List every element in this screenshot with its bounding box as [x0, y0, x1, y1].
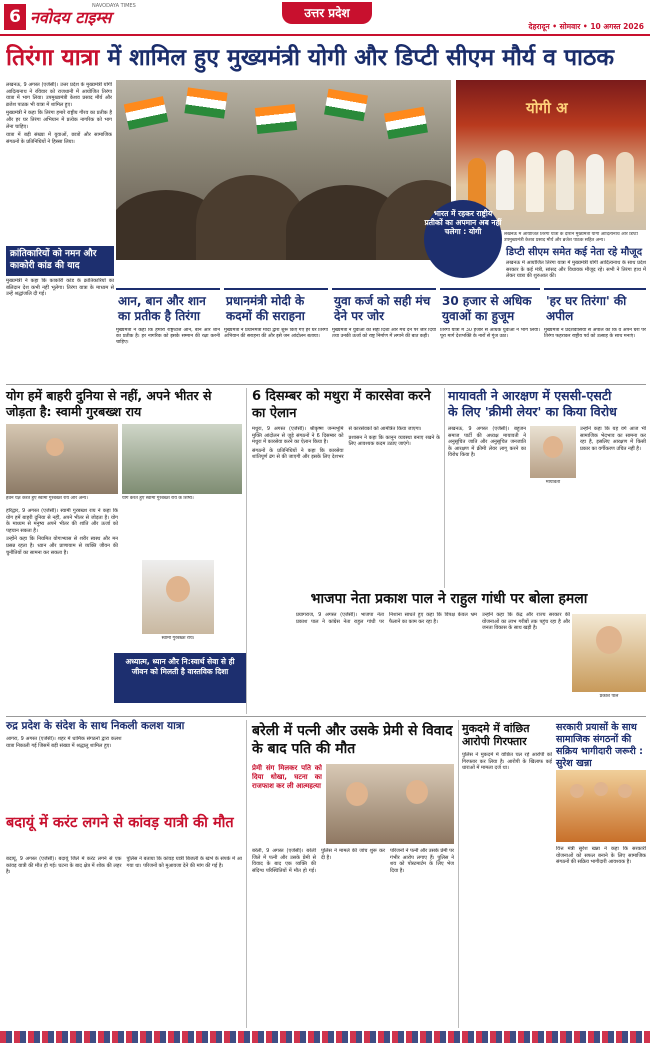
strip-head: प्रधानमंत्री मोदी के कदमों की सराहना: [224, 288, 328, 326]
govt-headline: सरकारी प्रयासों के साथ सामाजिक संगठनों की सक्रिय भागीदारी जरूरी : सुरेश खन्ना: [556, 722, 643, 769]
strip-head: आन, बान और शान का प्रतीक है तिरंगा: [116, 288, 220, 326]
strip-story: [440, 288, 540, 368]
wanted-body: पुलिस ने मुकदमे में वांछित चल रहे आरोपी को गिरफ्तार कर लिया है। आरोपी के खिलाफ कई धाराओं में मामला दर्ज था।: [462, 752, 552, 772]
mathura-paragraph: मथुरा, 9 अगस्त (एजेंसी)। श्रीकृष्ण जन्मभूमि मुक्ति आंदोलन से जुड़े संगठनों ने 6 दिसम्बर को मथुरा में कारसेवा करने का ऐलान किया है।: [252, 426, 344, 446]
kalash-body: आगरा, 9 अगस्त (एजेंसी)। शहर में धार्मिक संगठनों द्वारा कलश यात्रा निकाली गई जिसमें बड़ी संख्या में श्रद्धालु शामिल हुए।: [6, 736, 122, 749]
page-footer-band: [0, 1031, 650, 1043]
badaun-body: [6, 856, 242, 1028]
left-box-body: मुख्यमंत्री ने कहा कि काकोरी कांड के क्रांतिकारियों का बलिदान देश कभी नहीं भूलेगा। तिरंगा यात्रा के माध्यम से उन्हें श्रद्धांजलि दी गई।: [6, 278, 114, 298]
bareilly-quote: प्रेमी संग मिलकर पति को दिया धोखा, घटना का राजफाश कर ली आत्महत्या: [252, 764, 322, 790]
wanted-headline: मुकदमे में वांछित आरोपी गिरफ्तार: [462, 722, 530, 748]
bjp-body: [296, 612, 570, 712]
strip-story: [224, 288, 328, 368]
kalash-headline: रुद्र प्रदेश के संदेश के साथ निकली कलश यात्रा: [6, 720, 185, 732]
prakash-pal-caption: प्रकाश पाल: [599, 694, 619, 699]
badaun-paragraph: बदायूं, 9 अगस्त (एजेंसी)। बदायूं जिले में करंट लगने से एक कांवड़ यात्री की मौत हो गई। घटना के बाद क्षेत्र में शोक की लहर है।: [6, 856, 122, 876]
govt-body: वित्त मंत्री सुरेश खन्ना ने कहा कि सरकारी योजनाओं को सफल बनाने के लिए सामाजिक संगठनों की सक्रिय भागीदारी आवश्यक है।: [556, 846, 646, 866]
strip-head: 30 हजार से अधिक युवाओं का हुजूम: [440, 288, 540, 326]
strip-body: मुख्यमंत्री ने प्रदेशवासियों से अपील की कि वे अपने घरों पर तिरंगा फहराकर राष्ट्रीय पर्व को उत्साह के साथ मनाएं।: [544, 328, 646, 340]
mathura-headline: 6 दिसम्बर को मथुरा में कारसेवा करने का ऐलान: [252, 389, 431, 421]
lead-paragraph: यात्रा में बड़ी संख्या में युवाओं, छात्रों और सामाजिक संगठनों के प्रतिनिधियों ने हिस्सा लिया।: [6, 132, 112, 145]
section-divider: [6, 384, 646, 385]
mayawati-body-1: लखनऊ, 9 अगस्त (एजेंसी)। बहुजन समाज पार्टी की अध्यक्ष मायावती ने अनुसूचित जाति और अनुसूचित जनजाति के आरक्षण में क्रीमी लेयर लागू करने का विरोध किया है।: [448, 426, 526, 459]
bareilly-paragraph: बरेली, 9 अगस्त (एजेंसी)। बरेली जिले में पत्नी और उसके प्रेमी से विवाद के बाद एक व्यक्ति की संदिग्ध परिस्थितियों में मौत हो गई। पुलिस ने मामले की जांच शुरू कर दी है।: [252, 848, 385, 874]
badaun-paragraph: पुलिस ने बताया कि कांवड़ यात्री बिजली के खंभे के संपर्क में आ गया था। परिजनों को मुआवजा देने की मांग की गई है।: [126, 856, 242, 869]
mayawati-body-2: उन्होंने कहा कि यह वर्ग आज भी सामाजिक भेदभाव का सामना कर रहा है, इसलिए आरक्षण में किसी प्रकार का वर्गीकरण उचित नहीं है।: [580, 426, 646, 452]
strip-body: मुख्यमंत्री ने युवाओं को सही दिशा और मंच देने पर जोर दिया तथा उनकी ऊर्जा को राष्ट्र निर्माण में लगाने की बात कही।: [332, 328, 436, 340]
lead-side-body: लखनऊ में आयोजित तिरंगा यात्रा में मुख्यमंत्री योगी आदित्यनाथ के साथ प्रदेश सरकार के कई मंत्री, सांसद और विधायक मौजूद रहे। सभी ने तिरंगा हाथ में लेकर यात्रा की शुरुआत की।: [506, 260, 646, 280]
mayawati-headline-line1: मायावती ने आरक्षण में एससी-एसटी: [448, 388, 612, 403]
mayawati-headline: [448, 388, 648, 420]
bjp-headline: भाजपा नेता प्रकाश पाल ने राहुल गांधी पर बोला हमला: [310, 591, 588, 607]
strip-story: [332, 288, 436, 368]
yoga-paragraph: उन्होंने कहा कि नियमित योगाभ्यास से शरीर स्वस्थ और मन प्रसन्न रहता है। ध्यान और प्राणायाम से व्यक्ति जीवन की चुनौतियों का सामना कर सकता है।: [6, 536, 118, 556]
lead-body: [6, 82, 112, 242]
mayawati-photo: [530, 426, 576, 478]
mayawati-headline-line2: के लिए 'क्रीमी लेयर' का किया विरोध: [448, 404, 617, 419]
badaun-headline: बदायूं में करंट लगने से कांवड़ यात्री की मौत: [6, 815, 234, 831]
lead-headline: [6, 38, 644, 78]
yoga-quote-box: अध्यात्म, ध्यान और नि:स्वार्थ सेवा से ही जीवन को मिलती है वास्तविक दिशा: [114, 653, 246, 703]
yoga-photo-2: [122, 424, 242, 494]
bareilly-photo: [326, 764, 454, 844]
bareilly-body: [252, 848, 454, 1028]
bareilly-paragraph: परिजनों ने पत्नी और उसके प्रेमी पर गंभीर आरोप लगाए हैं। पुलिस ने शव को पोस्टमार्टम के लिए भेज दिया है।: [390, 848, 454, 874]
swami-portrait: [142, 560, 214, 634]
lead-paragraph: लखनऊ, 9 अगस्त (एजेंसी)। उत्तर प्रदेश के मुख्यमंत्री योगी आदित्यनाथ ने रविवार को राजधानी में आयोजित तिरंगा यात्रा में भाग लिया। उपमुख्यमंत्री केशव प्रसाद मौर्य और ब्रजेश पाठक भी यात्रा में शामिल हुए।: [6, 82, 112, 108]
lead-headline-red: तिरंगा यात्रा: [6, 45, 100, 71]
paper-tag: NAVODAYA TIMES: [92, 3, 136, 9]
masthead: [0, 0, 650, 36]
strip-story: [544, 288, 646, 368]
strip-head: 'हर घर तिरंगा' की अपील: [544, 288, 646, 326]
strip-body: तिरंगा यात्रा में 30 हजार से अधिक युवाओं ने भाग लिया। पूरा मार्ग देशभक्ति के नारों से गूंज उठा।: [440, 328, 540, 340]
strip-head: युवा कर्ज को सही मंच देने पर जोर: [332, 288, 436, 326]
lead-headline-blue: में शामिल हुए मुख्यमंत्री योगी और डिप्टी सीएम मौर्य व पाठक: [107, 45, 614, 71]
mathura-paragraph: प्रशासन ने कहा कि कानून व्यवस्था बनाए रखने के लिए आवश्यक कदम उठाए जाएंगे।: [348, 434, 440, 448]
yoga-headline: योग हमें बाहरी दुनिया से नहीं, अपने भीतर से जोड़ता है: स्वामी गुरबख्श राय: [6, 388, 212, 419]
dateline: देहरादून • सोमवार • 10 अगस्त 2026: [528, 22, 644, 31]
yoga-caption-2: योग करते हुए स्वामी गुरबख्श राय के शिष्य।: [122, 496, 194, 501]
paper-logo: नवोदय टाइम्स: [30, 8, 112, 27]
bjp-paragraph: उन्होंने कहा कि केंद्र और राज्य सरकार की योजनाओं का लाभ गरीबों तक पहुंच रहा है और जनता विकास के साथ खड़ी है।: [482, 612, 570, 632]
bjp-paragraph: प्रयागराज, 9 अगस्त (एजेंसी)। भाजपा नेता प्रकाश पाल ने कांग्रेस नेता राहुल गांधी पर निशाना साधते हुए कहा कि विपक्ष केवल भ्रम फैलाने का काम कर रहा है।: [296, 612, 477, 625]
yoga-photo-1: [6, 424, 118, 494]
lead-paragraph: मुख्यमंत्री ने कहा कि तिरंगा हमारे राष्ट्रीय गौरव का प्रतीक है और हर घर तिरंगा अभियान में प्रत्येक नागरिक को भाग लेना चाहिए।: [6, 110, 112, 130]
mayawati-caption: मायावती: [545, 480, 561, 485]
stage-banner: योगी अ: [526, 99, 568, 117]
lead-side-head: डिप्टी सीएम समेत कई नेता रहे मौजूद: [506, 247, 643, 258]
prakash-pal-photo: [572, 614, 646, 692]
yoga-paragraph: हरिद्वार, 9 अगस्त (एजेंसी)। स्वामी गुरबख्श राय ने कहा कि योग हमें बाहरी दुनिया से नहीं, अपने भीतर से जोड़ता है। योग के माध्यम से मनुष्य अपने भीतर की शांति और ऊर्जा को पहचान सकता है।: [6, 508, 118, 534]
yoga-caption-1: हवन यज्ञ करते हुए स्वामी गुरबख्श राय और अन्य।: [6, 496, 88, 501]
page-number: 6: [4, 4, 26, 30]
strip-body: मुख्यमंत्री ने प्रधानमंत्री मोदी द्वारा शुरू किए गए हर घर तिरंगा अभियान की सराहना की और इसे जन आंदोलन बताया।: [224, 328, 328, 340]
yoga-body: [6, 508, 118, 638]
bareilly-headline: बरेली में पत्नी और उसके प्रेमी से विवाद के बाद पति की मौत: [252, 723, 453, 757]
section-label: उत्तर प्रदेश: [282, 2, 372, 24]
strip-body: मुख्यमंत्री ने कहा कि हमारा राष्ट्रध्वज आन, बान और शान का प्रतीक है। हर नागरिक को इसके सम्मान की रक्षा करनी चाहिए।: [116, 328, 220, 346]
swami-caption: स्वामी गुरबख्श राय।: [161, 636, 195, 641]
mathura-paragraph: संगठनों के प्रतिनिधियों ने कहा कि कारसेवा शांतिपूर्ण ढंग से की जाएगी और इसके लिए देशभर से कारसेवकों को आमंत्रित किया जाएगा।: [252, 426, 422, 461]
left-box-head: क्रांतिकारियों को नमन और काकोरी कांड की याद: [6, 246, 114, 276]
govt-photo: [556, 770, 646, 842]
rally-photo: [116, 80, 451, 260]
stage-photo-caption: लखनऊ में आयोजित तिरंगा यात्रा के दौरान मुख्यमंत्री योगी आदित्यनाथ और डिप्टी उपमुख्यमंत्री केशव प्रसाद मौर्य और ब्रजेश पाठक सहित अन्य।: [504, 232, 638, 243]
yogi-quote-callout: भारत में रहकर राष्ट्रीय प्रतीकों का अपमान अब नहीं चलेगा : योगी: [424, 200, 502, 278]
strip-story: [116, 288, 220, 368]
